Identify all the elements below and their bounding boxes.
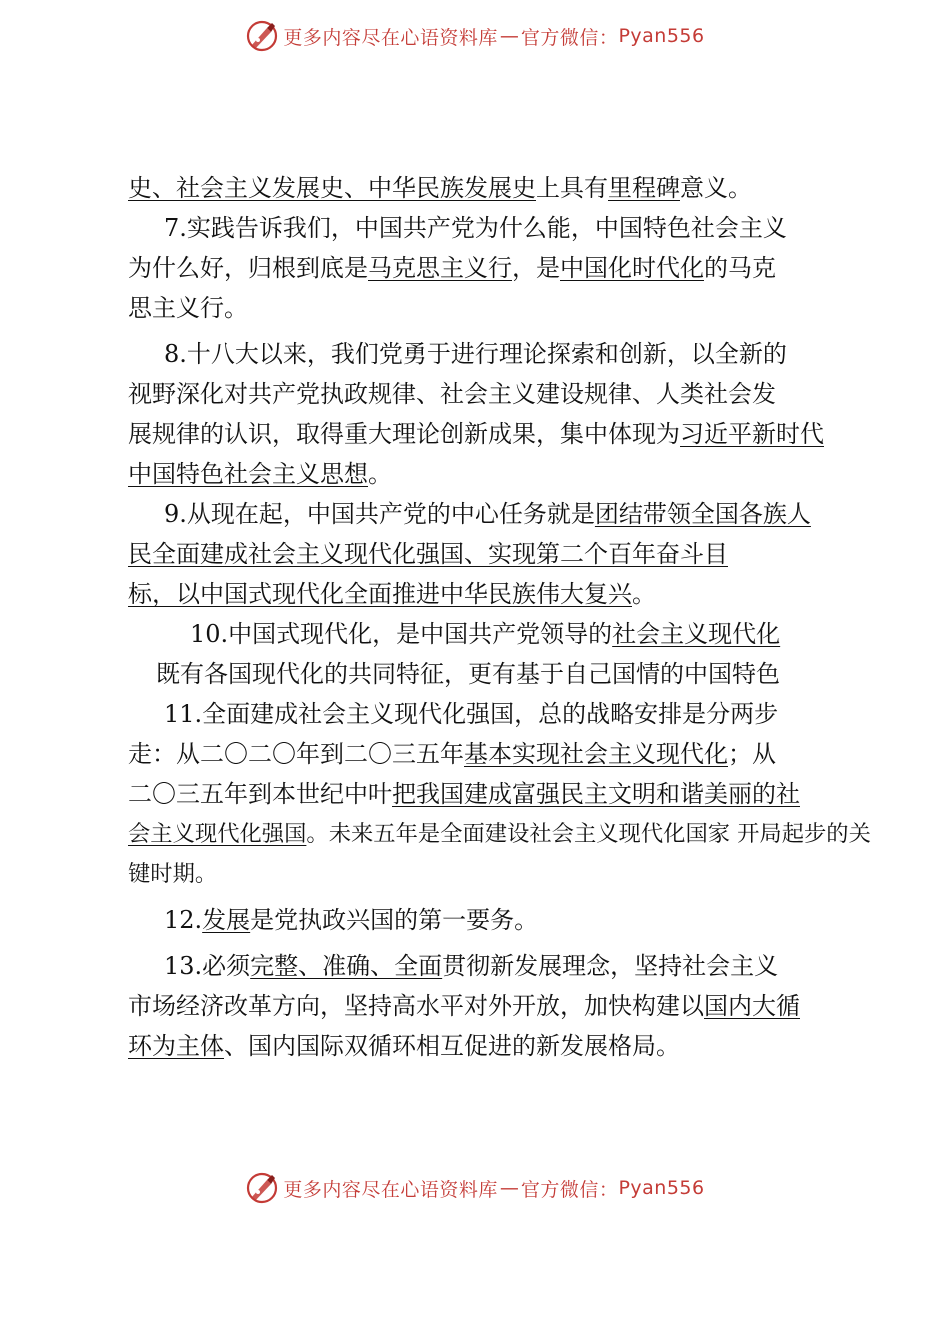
plain-text: 展规律的认识，取得重大理论创新成果，集中体现为 [128,420,680,448]
plain-text: ；从 [728,740,776,768]
underlined-text: 会主义现代化强国 [128,821,307,847]
paragraph-7-line-2 [128,248,840,288]
banner-separator: — [499,25,519,47]
banner-text: 更多内容尽在心语资料库 [283,1178,498,1201]
plain-text: 13.必须 [164,952,251,980]
underlined-text: 环为主体 [128,1032,224,1060]
banner-official-label: 官方微信： [520,26,619,49]
underlined-text: 里程碑 [608,174,680,202]
banner-separator: — [499,1177,519,1199]
plain-text: 的马克 [704,254,776,282]
plain-text: 、国内国际双循环相互促进的新发展格局。 [224,1032,680,1060]
plain-text: 意义。 [680,174,752,202]
plain-text: 11.全面建成社会主义现代化强国，总的战略安排是分两步 [164,700,779,728]
plain-text: 7.实践告诉我们，中国共产党为什么能，中国特色社会主义 [164,214,787,242]
paragraph-11-line-1 [128,694,840,734]
paragraph-13-line-3 [128,1026,840,1066]
underlined-text: 马克思主义行 [368,254,512,282]
pen-logo-icon [245,19,279,53]
plain-text: 贯彻新发展理念，坚持社会主义 [442,952,779,980]
underlined-text: 民全面建成社会主义现代化强国、实现第二个百年奋斗目 [128,540,728,568]
plain-text: 8.十八大以来，我们党勇于进行理论探索和创新，以全新的 [164,340,787,368]
paragraph-7-line-1 [128,208,840,248]
paragraph-8-line-3 [128,414,840,454]
underlined-text: 中国特色社会主义思想 [128,460,368,488]
underlined-text: 团结带领全国各族人 [594,500,811,528]
paragraph-10-line-1 [128,614,840,654]
paragraph-9-line-1 [128,494,840,534]
underlined-text: 社会主义现代化 [612,620,781,648]
header-banner [0,14,950,58]
pen-logo-icon [245,1171,279,1205]
underlined-text: 基本实现社会主义现代化 [464,740,728,768]
banner-wechat-id: Pyan556 [618,1177,705,1199]
underlined-text: 完整、准确、全面 [250,952,443,980]
paragraph-9-line-3 [128,574,840,614]
paragraph-8-line-4 [128,454,840,494]
banner-official-label: 官方微信： [520,1178,619,1201]
underlined-text: 习近平新时代 [680,420,824,448]
plain-text: 。 [632,580,656,608]
text-line [128,168,840,208]
plain-text: 10.中国式现代化，是中国共产党领导的 [190,620,613,648]
plain-text: 键时期。 [128,861,218,887]
paragraph-8-line-1 [128,334,840,374]
plain-text: ，是 [512,254,560,282]
underlined-text: 标，以中国式现代化全面推进中华民族伟大复兴 [128,580,632,608]
plain-text: 为什么好，归根到底是 [128,254,368,282]
plain-text: 是党执政兴国的第一要务。 [250,906,539,934]
plain-text: 视野深化对共产党执政规律、社会主义建设规律、人类社会发 [128,380,776,408]
paragraph-11-line-2 [128,734,840,774]
underlined-text: 国内大循 [704,992,800,1020]
plain-text: 走：从二〇二〇年到二〇三五年 [128,740,464,768]
paragraph-12 [128,900,840,940]
banner-wechat-id: Pyan556 [618,25,705,47]
paragraph-8-line-2 [128,374,840,414]
plain-text: 9.从现在起，中国共产党的中心任务就是 [164,500,595,528]
underlined-text: 发展 [202,906,251,934]
paragraph-11-line-4 [128,814,871,854]
underlined-text: 中国化时代化 [560,254,704,282]
banner-text: 更多内容尽在心语资料库 [283,26,498,49]
plain-text: 12. [164,906,203,934]
plain-text: 既有各国现代化的共同特征，更有基于自己国情的中国特色 [156,660,780,688]
plain-text: 市场经济改革方向，坚持高水平对外开放，加快构建以 [128,992,704,1020]
paragraph-13-line-1 [128,946,840,986]
paragraph-11-line-5 [128,854,840,894]
plain-text: 上具有 [536,174,608,202]
plain-text: 。 [368,460,392,488]
plain-text: 。未来五年是全面建设社会主义现代化国家 开局起步的关 [306,821,871,847]
document-body [128,168,871,1066]
paragraph-13-line-2 [128,986,840,1026]
plain-text: 思主义行。 [128,294,248,322]
underlined-text: 史、社会主义发展史、中华民族发展史 [128,174,536,202]
paragraph-10-line-2 [128,654,840,694]
footer-banner [0,1166,950,1210]
paragraph-11-line-3 [128,774,840,814]
plain-text: 二〇三五年到本世纪中叶 [128,780,392,808]
paragraph-7-line-3 [128,288,840,328]
paragraph-9-line-2 [128,534,840,574]
underlined-text: 把我国建成富强民主文明和谐美丽的社 [392,780,800,808]
